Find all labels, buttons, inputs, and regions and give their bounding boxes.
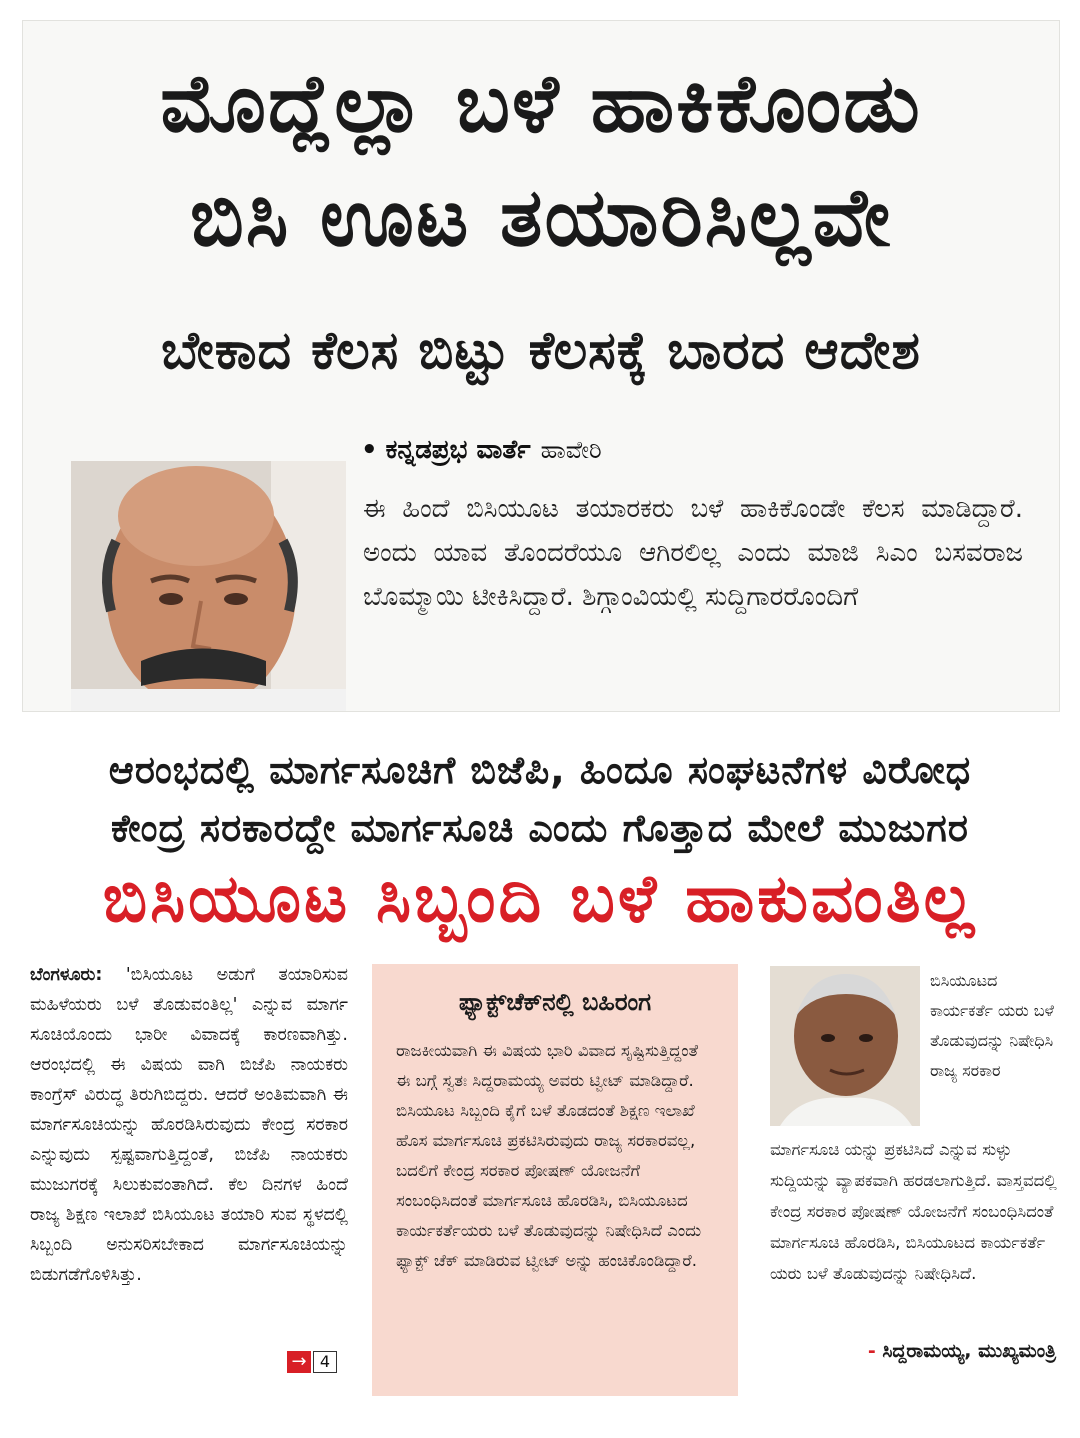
dateline: ಬೆಂಗಳೂರು:	[30, 965, 103, 985]
quote-side-text: ಬಿಸಿಯೂಟದ ಕಾರ್ಯಕರ್ತೆ ಯರು ಬಳೆ ತೊಡುವುದನ್ನು ನಿಷೇಧಿಸಿ ರಾಜ್ಯ ಸರಕಾರ	[930, 971, 1054, 1080]
top-article-body: ಈ ಹಿಂದೆ ಬಿಸಿಯೂಟ ತಯಾರಕರು ಬಳೆ ಹಾಕಿಕೊಂಡೇ ಕೆಲಸ ಮಾಡಿದ್ದಾರೆ. ಅಂದು ಯಾವ ತೊಂದರೆಯೂ ಆಗಿರಲಿಲ್ಲ ಎಂದು ಮಾಜಿ ಸಿಎಂ ಬಸವರಾಜ ಬೊಮ್ಮಾಯಿ ಟೀಕಿಸಿದ್ದಾರೆ. ಶಿಗ್ಗಾಂವಿಯಲ್ಲಿ ಸುದ್ದಿಗಾರರೊಂದಿಗೆ	[363, 494, 1023, 612]
dash-icon: -	[867, 1340, 883, 1362]
continued-page-number: 4	[313, 1351, 337, 1373]
main-subhead-line2: ಕೇಂದ್ರ ಸರಕಾರದ್ದೇ ಮಾರ್ಗಸೂಚಿ ಎಂದು ಗೊತ್ತಾದ ಮೇಲೆ ಮುಜುಗರ	[111, 806, 969, 850]
top-subheadline: ಬೇಕಾದ ಕೆಲಸ ಬಿಟ್ಟು ಕೆಲಸಕ್ಕೆ ಬಾರದ ಆದೇಶ	[161, 321, 921, 381]
arrow-right-icon: →	[287, 1351, 311, 1373]
fact-check-body: ರಾಜಕೀಯವಾಗಿ ಈ ವಿಷಯ ಭಾರಿ ವಿವಾದ ಸೃಷ್ಟಿಸುತ್ತಿದ್ದಂತೆ ಈ ಬಗ್ಗೆ ಸ್ವತಃ ಸಿದ್ದರಾಮಯ್ಯ ಅವರು ಟ್ವೀಟ್ ಮಾಡಿದ್ದಾರೆ. ಬಿಸಿಯೂಟ ಸಿಬ್ಬಂದಿ ಕೈಗೆ ಬಳೆ ತೊಡದಂತೆ ಶಿಕ್ಷಣ ಇಲಾಖೆ ಹೊಸ ಮಾರ್ಗಸೂಚಿ ಪ್ರಕಟಿಸಿರುವುದು ರಾಜ್ಯ ಸರಕಾರವಲ್ಲ, ಬದಲಿಗೆ ಕೇಂದ್ರ ಸರಕಾರ ಪೋಷಣ್ ಯೋಜನೆಗೆ ಸಂಬಂಧಿಸಿದಂತೆ ಮಾರ್ಗಸೂಚಿ ಹೊರಡಿಸಿ, ಬಿಸಿಯೂಟದ ಕಾರ್ಯಕರ್ತೆಯರು ಬಳೆ ತೊಡುವುದನ್ನು ನಿಷೇಧಿಸಿದೆ ಎಂದು ಫ್ಯಾಕ್ಟ್ ಚೆಕ್ ಮಾಡಿರುವ ಟ್ವೀಟ್ ಅನ್ನು ಹಂಚಿಕೊಂಡಿದ್ದಾರೆ.	[396, 1041, 702, 1270]
main-headline: ಬಿಸಿಯೂಟ ಸಿಬ್ಬಂದಿ ಬಳೆ ಹಾಕುವಂತಿಲ್ಲ	[102, 860, 978, 937]
fact-check-title: ಫ್ಯಾಕ್ಟ್‌ಚೆಕ್‌ನಲ್ಲಿ ಬಹಿರಂಗ	[458, 988, 652, 1016]
top-news-clipping	[22, 20, 1060, 712]
top-byline	[361, 435, 602, 466]
politician-photo-siddaramaiah	[770, 966, 920, 1126]
top-headline-line1: ಮೊದ್ಲೆಲ್ಲಾ ಬಳೆ ಹಾಕಿಕೊಂಡು	[160, 57, 922, 150]
main-subhead-line1: ಆರಂಭದಲ್ಲಿ ಮಾರ್ಗಸೂಚಿಗೆ ಬಿಜೆಪಿ, ಹಿಂದೂ ಸಂಘಟನೆಗಳ ವಿರೋಧ	[108, 748, 972, 792]
quote-body: ಮಾರ್ಗಸೂಚಿ ಯನ್ನು ಪ್ರಕಟಿಸಿದೆ ಎನ್ನುವ ಸುಳ್ಳು ಸುದ್ದಿಯನ್ನು ವ್ಯಾಪಕವಾಗಿ ಹರಡಲಾಗುತ್ತಿದೆ. ವಾಸ್ತವದಲ್ಲಿ ಕೇಂದ್ರ ಸರಕಾರ ಪೋಷಣ್ ಯೋಜನೆಗೆ ಸಂಬಂಧಿಸಿದಂತೆ ಮಾರ್ಗಸೂಚಿ ಹೊರಡಿಸಿ, ಬಿಸಿಯೂಟದ ಕಾರ್ಯಕರ್ತೆ ಯರು ಬಳೆ ತೊಡುವುದನ್ನು ನಿಷೇಧಿಸಿದೆ.	[770, 1140, 1057, 1283]
byline-source: ಕನ್ನಡಪ್ರಭ ವಾರ್ತೆ	[385, 435, 531, 465]
top-headline-line2: ಬಿಸಿ ಊಟ ತಯಾರಿಸಿಲ್ಲವೇ	[189, 171, 893, 264]
continued-on-page	[287, 1350, 337, 1374]
byline-place: ಹಾವೇರಿ	[540, 436, 602, 464]
main-article-body: 'ಬಿಸಿಯೂಟ ಅಡುಗೆ ತಯಾರಿಸುವ ಮಹಿಳೆಯರು ಬಳೆ ತೊಡುವಂತಿಲ್ಲ' ಎನ್ನುವ ಮಾರ್ಗ ಸೂಚಿಯೊಂದು ಭಾರೀ ವಿವಾದಕ್ಕೆ ಕಾರಣವಾಗಿತ್ತು. ಆರಂಭದಲ್ಲಿ ಈ ವಿಷಯ ವಾಗಿ ಬಿಜೆಪಿ ನಾಯಕರು ಕಾಂಗ್ರೆಸ್ ವಿರುದ್ಧ ತಿರುಗಿಬಿದ್ದರು. ಆದರೆ ಅಂತಿಮವಾಗಿ ಈ ಮಾರ್ಗಸೂಚಿಯನ್ನು ಹೊರಡಿಸಿರುವುದು ಕೇಂದ್ರ ಸರಕಾರ ಎನ್ನುವುದು ಸ್ಪಷ್ಟವಾಗುತ್ತಿದ್ದಂತೆ, ಬಿಜೆಪಿ ನಾಯಕರು ಮುಜುಗರಕ್ಕೆ ಸಿಲುಕುವಂತಾಗಿದೆ. ಕೆಲ ದಿನಗಳ ಹಿಂದೆ ರಾಜ್ಯ ಶಿಕ್ಷಣ ಇಲಾಖೆ ಬಿಸಿಯೂಟ ತಯಾರಿ ಸುವ ಸ್ಥಳದಲ್ಲಿ ಸಿಬ್ಬಂದಿ ಅನುಸರಿಸಬೇಕಾದ ಮಾರ್ಗಸೂಚಿಯನ್ನು ಬಿಡುಗಡೆಗೊಳಿಸಿತ್ತು.	[30, 965, 348, 1285]
bullet-icon: •	[361, 435, 378, 465]
quote-attribution	[806, 1340, 1056, 1362]
main-article-column	[30, 960, 348, 1290]
politician-photo-bommai	[71, 461, 346, 711]
quote-attribution-text: ಸಿದ್ದರಾಮಯ್ಯ, ಮುಖ್ಯಮಂತ್ರಿ	[882, 1340, 1056, 1362]
fact-check-box	[372, 964, 738, 1396]
